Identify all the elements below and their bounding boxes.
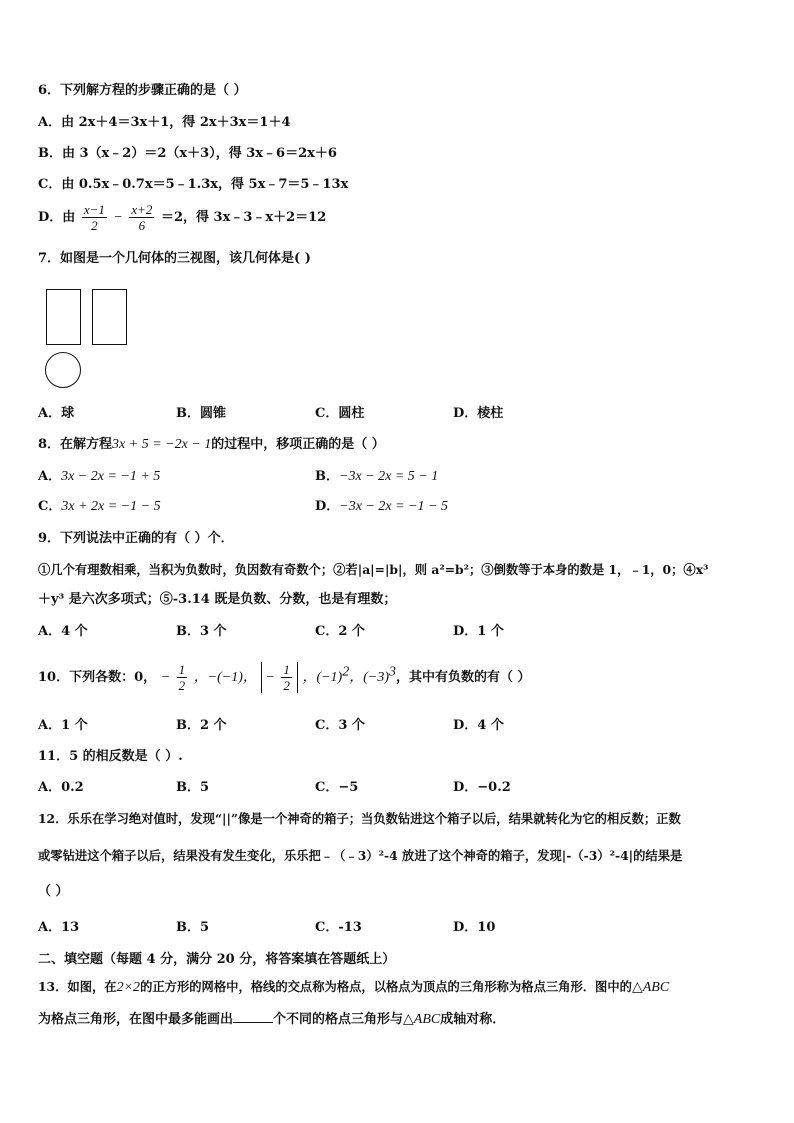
q11-stem: 11．5 的相反数是（ ）. [38,749,183,764]
q6-option-b: B．由 3（x﹣2）＝2（x＋3），得 3x﹣6＝2x＋6 [38,146,337,161]
q9-option-b: B．3 个 [176,624,227,639]
q8-equation: 3x + 5 = −2x − 1 [112,437,212,452]
q7-option-d: D．棱柱 [453,406,504,421]
q6-d-fraction-1 [82,202,107,233]
q6-d-f1-denominator: 2 [91,218,98,233]
q10-option-b: B．2 个 [176,718,227,733]
q8-c-expr: 3x + 2x = −1 − 5 [61,499,161,514]
q6-d-f1-numerator: x−1 [83,202,105,217]
front-view-rectangle [46,289,81,345]
q13-l1-a: 13．如图，在 [38,979,117,994]
q12-option-a: A．13 [38,920,80,935]
q10-term-3: ，(−1) [302,670,343,685]
q8-option-a [38,468,160,486]
q6-d-prefix: D．由 [38,210,76,225]
q10-abs-neg: − [265,670,275,685]
q9-option-a: A．4 个 [38,624,88,639]
q10-abs-numerator: 1 [283,662,290,677]
q10-abs-fraction [281,662,292,693]
q6-option-a: A．由 2x＋4＝3x＋1，得 2x＋3x＝1＋4 [38,115,291,130]
q6-d-minus: − [113,210,123,225]
section-2-heading: 二、填空题（每题 4 分，满分 20 分，将答案填在答题纸上） [38,952,396,967]
q8-a-label: A． [38,469,62,484]
side-view-rectangle [92,289,127,345]
top-view-circle [45,352,81,388]
q8-option-c [38,498,161,516]
q6-option-c: C．由 0.5x﹣0.7x＝5﹣1.3x，得 5x﹣7＝5﹣13x [38,177,349,192]
q9-stem: 9．下列说法中正确的有（ ）个． [38,531,234,546]
q12-option-b: B．5 [176,920,210,935]
q9-option-c: C．2 个 [315,624,365,639]
q7-option-a: A．球 [38,406,75,421]
q6-d-fraction-2 [129,202,154,233]
q9-option-d: D．1 个 [453,624,504,639]
q8-b-expr: −3x − 2x = 5 − 1 [339,469,439,484]
q13-line-2 [38,1010,505,1029]
q6-d-f2-numerator: x+2 [131,202,153,217]
q10-neg-sign: − [160,670,171,685]
q9-body-line-2: ＋y³ 是六次多项式；⑤-3.14 既是负数、分数，也是有理数； [38,592,397,607]
q7-stem: 7．如图是一个几何体的三视图，该几何体是( ) [38,251,311,266]
q7-option-b: B．圆锥 [176,406,226,421]
q12-line-3: （ ） [38,884,69,899]
q8-option-b [315,468,438,486]
q11-option-c: C．−5 [315,780,359,795]
q10-abs-denominator: 2 [283,678,290,693]
q13-l2-c: 成轴对称． [440,1012,506,1027]
q10-option-c: C．3 个 [315,718,365,733]
q13-answer-blank[interactable] [233,1010,273,1023]
q10-exp-2: 2 [342,664,350,680]
q10-option-d: D．4 个 [453,718,504,733]
q8-stem [38,436,385,454]
q10-exp-3: 3 [389,664,397,680]
q11-option-d: D．−0.2 [453,780,511,795]
q12-option-d: D．10 [453,920,496,935]
q13-grid-size: 2×2 [116,980,141,995]
q8-option-d [315,498,448,516]
q11-option-a: A．0.2 [38,780,84,795]
q10-option-a: A．1 个 [38,718,88,733]
q13-l2-a: 为格点三角形，在图中最多能画出 [38,1012,234,1027]
q8-stem-suffix: 的过程中，移项正确的是（ ） [211,437,385,452]
q9-body-line-1: ①几个有理数相乘，当积为负数时，负因数有奇数个；②若|a|=|b|，则 a²=b²；③倒数等于本身的数是 1，﹣1，0；④x³ [38,562,709,577]
q11-option-b: B．5 [176,780,210,795]
q8-a-expr: 3x − 2x = −1 + 5 [61,469,161,484]
q8-stem-prefix: 8．在解方程 [38,437,113,452]
q6-d-suffix: ＝2，得 3x﹣3﹣x＋2＝12 [160,210,327,225]
q7-option-c: C．圆柱 [315,406,365,421]
q12-line-1: 12．乐乐在学习绝对值时，发现“||”像是一个神奇的箱子；当负数钻进这个箱子以后，结果就转化为它的相反数；正数 [38,811,681,826]
q8-c-label: C． [38,499,62,514]
q8-b-label: B． [315,469,339,484]
q13-l1-b: 的正方形的网格中，格线的交点称为格点，以格点为顶点的三角形称为格点三角形．图中的 [140,979,632,994]
q10-suffix: ，其中有负数的有（ ） [396,670,531,685]
q13-line-1 [38,978,669,997]
q6-stem: 6．下列解方程的步骤正确的是（ ） [38,83,247,98]
q10-fraction [177,662,188,693]
q8-d-expr: −3x − 2x = −1 − 5 [339,499,448,514]
q13-triangle-2: △ABC [403,1012,441,1027]
q13-l2-b: 个不同的格点三角形与 [273,1012,404,1027]
q10-frac-numerator: 1 [178,662,186,677]
q10-stem [38,662,531,693]
q6-d-f2-denominator: 6 [138,218,146,233]
q10-absolute-value [261,662,297,693]
q8-d-label: D． [315,499,340,514]
q10-term-2: ，−(−1)， [193,670,257,685]
q10-prefix: 10．下列各数：0， [38,670,157,685]
q12-line-2: 或零钻进这个箱子以后，结果没有发生变化，乐乐把﹣（﹣3）²-4 放进了这个神奇的箱子，发现|-（-3）²-4|的结果是 [38,848,683,863]
q13-triangle-1: △ABC [631,980,670,995]
q10-term-4: ，(−3) [349,670,390,685]
q6-option-d [38,202,326,233]
q12-option-c: C．-13 [315,920,362,935]
q10-frac-denominator: 2 [178,678,186,693]
